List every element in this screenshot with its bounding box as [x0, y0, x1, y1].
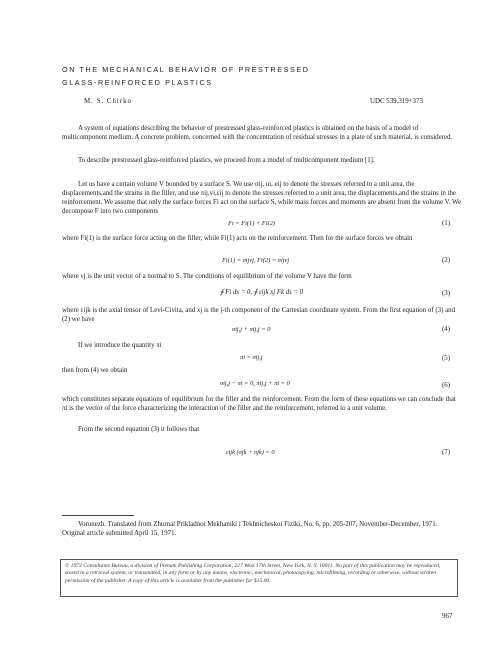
paragraph-5: where νj is the unit vector of a normal to S. The conditions of equilibrium of the volume V have the form	[62, 273, 352, 280]
equation-6: σij,j − πi = 0, πij,j + πi = 0	[220, 380, 290, 387]
footnote-rule	[62, 515, 134, 516]
article-title-line1: ON THE MECHANICAL BEHAVIOR OF PRESTRESSED	[62, 65, 310, 74]
equation-5: πi = σij,j	[240, 354, 263, 361]
equation-3: ∮ Fi ds = 0, ∮ εijk xj Fk ds = 0	[220, 289, 304, 296]
footnote: Voronezh. Translated from Zhurnal Prikladnoi Mekhaniki i Tekhnicheskoi Fiziki, No. 6, pp. 205-207, November-December, 1971. Original article submitted April 15, 1971.	[62, 521, 438, 537]
udc-code: UDC 539.319+373	[370, 98, 423, 105]
equation-7: εijk (σjk + πjk) = 0	[226, 449, 275, 456]
paragraph-8: then from (4) we obtain	[62, 367, 128, 374]
paragraph-7: If we introduce the quantity πi	[78, 342, 162, 349]
equation-6-number: (6)	[442, 382, 451, 389]
paragraph-9: which constitutes separate equations of equilibrium for the filler and the reinforcement. From the form of these equations we can conclude that πi is the vector of the force characterizing the interaction of the filler and the reinforcement, referred to a unit volume.	[62, 396, 456, 412]
article-title-line2: GLASS-REINFORCED PLASTICS	[62, 78, 213, 87]
author: M. S. Chirko	[84, 98, 132, 105]
paragraph-6: where εijk is the axial tensor of Levi-Civita, and xj is the j-th component of the Cartesian coordinate system. From the first equation of (3) and (2) we have	[62, 307, 456, 323]
paragraph-2: To describe prestressed glass-reinforced plastics, we proceed from a model of multicomponent medium [1].	[78, 157, 375, 164]
paragraph-3: Let us have a certain volume V bounded by a surface S. We use σij, ui, eij to denote the stresses referred to a unit area, the displacements,and the strains in the filler, and use πij,vi,εij to denote the stresses referred to a unit area, the displacements,and the strains in the reinforcement. We assume that only the surface forces Fi act on the surface S, while mass forces and moments are absent from the volume V. We decompose F into two components	[62, 181, 462, 215]
copyright-box	[60, 559, 458, 597]
equation-3-number: (3)	[442, 290, 451, 297]
equation-2-number: (2)	[442, 257, 451, 264]
page-number: 967	[442, 613, 453, 620]
equation-1: Fi = Fi(1) + Fi(2)	[228, 220, 275, 227]
copyright-text: © 1973 Consultants Bureau, a division of Plenum Publishing Corporation, 227 West 17th Street, New York, N. Y. 10011. No part of this publication may be reproduced, stored in a retrieval system, or transmitted, in any form or by any means, electronic, mechanical, photocopying, microfilming, recording or otherwise, without written permission of the publisher. A copy of this article is available from the publisher for $15.00.	[65, 563, 441, 584]
equation-5-number: (5)	[442, 355, 451, 362]
equation-4-number: (4)	[442, 326, 451, 333]
paragraph-10: From the second equation (3) it follows that	[78, 426, 200, 433]
equation-2: Fi(1) = σijνj, Fi(2) = πijνj	[222, 257, 290, 264]
equation-7-number: (7)	[442, 449, 451, 456]
equation-1-number: (1)	[442, 220, 451, 227]
equation-4: σij,j + πij,j = 0	[232, 326, 271, 333]
abstract-paragraph: A system of equations describing the behavior of prestressed glass-reinforced plastics is obtained on the basis of a model of multicomponent medium. A concrete problem, concerned with the concentration of residual stresses in a plate of such material, is considered.	[62, 125, 453, 141]
paragraph-4: where Fi(1) is the surface force acting on the filler, while Fi(1) acts on the reinforcement. Then for the surface forces we obtain	[62, 235, 413, 242]
